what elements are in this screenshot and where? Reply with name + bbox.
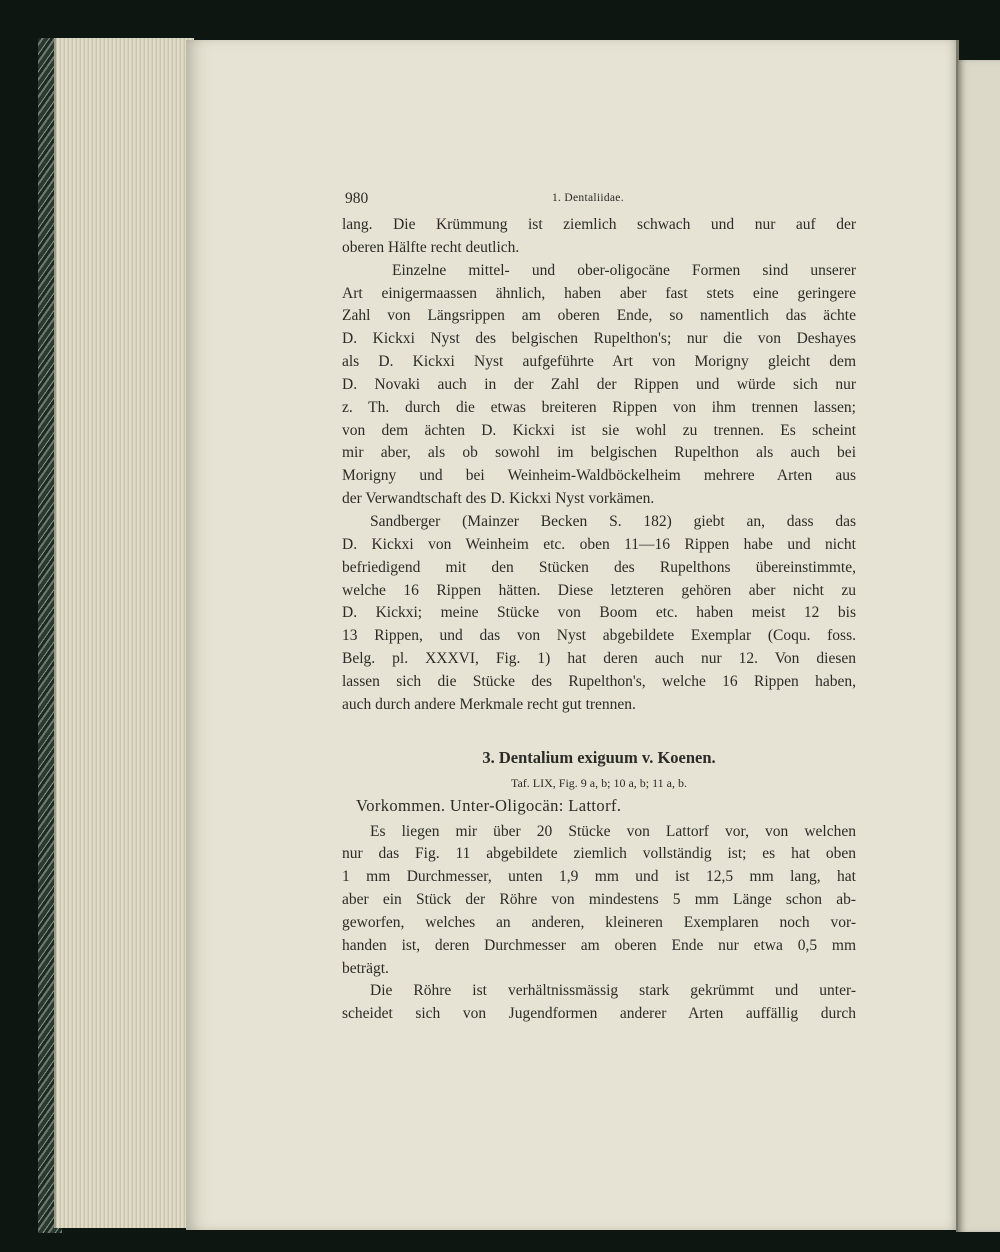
text-line: 13 Rippen, und das von Nyst abgebildete Exemplar (Coqu. foss. xyxy=(342,627,856,645)
text-line: nur das Fig. 11 abgebildete ziemlich vollständig ist; es hat oben xyxy=(342,845,856,863)
text-line: Zahl von Längsrippen am oberen Ende, so namentlich das ächte xyxy=(342,307,856,325)
text-line: aber ein Stück der Röhre von mindestens 5 mm Länge schon ab- xyxy=(342,891,856,909)
text-line: z. Th. durch die etwas breiteren Rippen von ihm trennen lassen; xyxy=(342,398,856,416)
text-line: Die Röhre ist verhältnissmässig stark gekrümmt und unter- xyxy=(370,982,856,1000)
text-line: Art einigermaassen ähnlich, haben aber fast stets eine geringere xyxy=(342,284,856,302)
text-line: oberen Hälfte recht deutlich. xyxy=(342,238,520,256)
text-line: auch durch andere Merkmale recht gut trennen. xyxy=(342,695,636,713)
text-line: lassen sich die Stücke des Rupelthon's, welche 16 Rippen haben, xyxy=(342,672,856,690)
text-line: welche 16 Rippen hätten. Diese letzteren gehören aber nicht zu xyxy=(342,581,856,599)
text-line: beträgt. xyxy=(342,959,389,977)
text-line: Sandberger (Mainzer Becken S. 182) giebt an, dass das xyxy=(370,512,856,530)
text-line: scheidet sich von Jugendformen anderer Arten auffällig durch xyxy=(342,1005,856,1023)
section-title: 3. Dentalium exiguum v. Koenen. xyxy=(482,747,716,767)
text-line: Es liegen mir über 20 Stücke von Lattorf vor, von welchen xyxy=(370,822,856,840)
next-page-edge xyxy=(958,60,1000,1232)
text-line: D. Kickxi von Weinheim etc. oben 11—16 Rippen habe und nicht xyxy=(342,535,856,553)
running-head: 1. Dentaliidae. xyxy=(552,192,624,204)
text-line: befriedigend mit den Stücken des Rupelthons übereinstimmte, xyxy=(342,558,856,576)
text-line: geworfen, welches an anderen, kleineren Exemplaren noch vor- xyxy=(342,913,856,931)
page-edges xyxy=(54,38,194,1228)
page-header xyxy=(342,188,856,214)
text-line: handen ist, deren Durchmesser am oberen Ende nur etwa 0,5 mm xyxy=(342,936,856,954)
plate-reference: Taf. LIX, Fig. 9 a, b; 10 a, b; 11 a, b. xyxy=(510,775,687,790)
text-line: von dem ächten D. Kickxi ist sie wohl zu trennen. Es scheint xyxy=(342,421,856,439)
page-text xyxy=(342,188,856,1026)
paragraph-block-1 xyxy=(342,214,856,717)
occurrence-line: Vorkommen. Unter-Oligocän: Lattorf. xyxy=(356,795,622,815)
page-number: 980 xyxy=(345,190,369,207)
text-line: Einzelne mittel- und ober-oligocäne Formen sind unserer xyxy=(392,261,856,279)
text-line: D. Novaki auch in der Zahl der Rippen und würde sich nur xyxy=(342,375,856,393)
text-line: mir aber, als ob sowohl im belgischen Rupelthon als auch bei xyxy=(342,444,856,462)
text-line: lang. Die Krümmung ist ziemlich schwach und nur auf der xyxy=(342,216,856,233)
text-line: Morigny und bei Weinheim-Waldböckelheim mehrere Arten aus xyxy=(342,467,856,485)
text-line: Belg. pl. XXXVI, Fig. 1) hat deren auch nur 12. Von diesen xyxy=(342,650,856,668)
text-line: 1 mm Durchmesser, unten 1,9 mm und ist 12,5 mm lang, hat xyxy=(342,868,856,886)
text-line: als D. Kickxi Nyst aufgeführte Art von Morigny gleicht dem xyxy=(342,353,856,371)
text-line: D. Kickxi; meine Stücke von Boom etc. haben meist 12 bis xyxy=(342,604,856,622)
text-line: D. Kickxi Nyst des belgischen Rupelthon's; nur die von Deshayes xyxy=(342,330,856,348)
text-line: der Verwandtschaft des D. Kickxi Nyst vorkämen. xyxy=(342,490,655,508)
paragraph-block-2 xyxy=(342,821,856,1027)
